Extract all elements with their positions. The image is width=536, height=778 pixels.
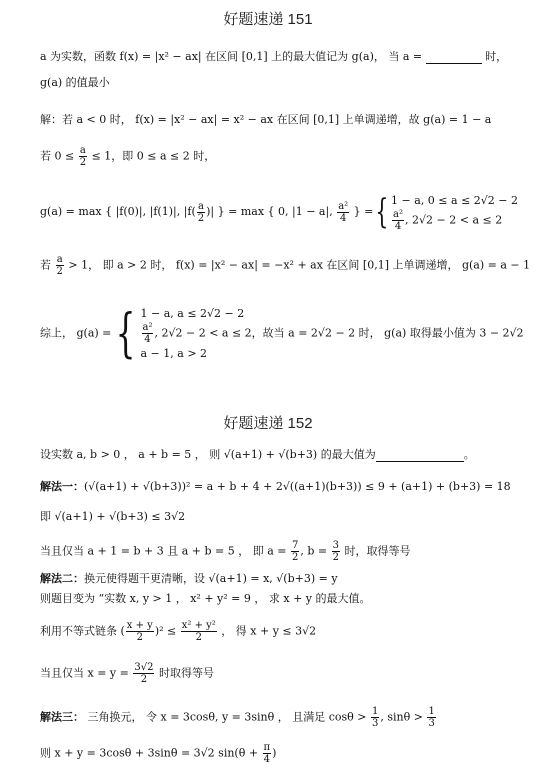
answer-blank [426, 63, 482, 64]
solution-summary [40, 305, 524, 362]
denominator: 2 [292, 552, 299, 563]
text: )² ≤ [154, 624, 180, 638]
fraction [337, 201, 349, 224]
denominator: 4 [263, 754, 271, 765]
left-brace: { [375, 192, 389, 232]
numerator: a [56, 254, 63, 265]
numerator: 1 [428, 706, 435, 717]
question-end: 。 [463, 448, 475, 461]
method-label: 解法一： [40, 480, 84, 493]
numerator: π [263, 742, 271, 753]
fraction [181, 620, 217, 643]
fraction [427, 706, 435, 729]
text: 时，取得等号 [341, 544, 411, 558]
text: 换元使得题干更清晰，设 √(a+1) = x, √(b+3) = y [84, 572, 338, 585]
denominator: 2 [140, 674, 148, 685]
numerator: 3 [332, 540, 339, 551]
numerator: a [197, 200, 204, 212]
text: , b = [300, 544, 331, 558]
text: ， 得 x + y ≤ 3√2 [217, 624, 317, 638]
solution-line-2 [40, 145, 215, 168]
case-2 [141, 322, 252, 345]
text: 综上， g(a) = [40, 326, 112, 340]
method-1-line-1 [40, 480, 511, 494]
piecewise-cases [141, 305, 252, 362]
method-3-line-1 [40, 706, 437, 729]
solution-line-3 [40, 192, 518, 232]
fraction [126, 620, 154, 643]
case-1: 1 − a, a ≤ 2√2 − 2 [140, 307, 245, 320]
denominator: 2 [197, 212, 205, 224]
denominator: 2 [195, 632, 202, 643]
denominator: 3 [428, 718, 435, 729]
method-1-line-2: 即 √(a+1) + √(b+3) ≤ 3√2 [40, 510, 186, 523]
problem-152-title: 好题速递 152 [223, 415, 313, 432]
text: g(a) = max { |f(0)|, |f(1)|, |f( [40, 205, 196, 218]
fraction [392, 209, 404, 232]
numerator: a² [142, 322, 153, 333]
text: ) [272, 746, 277, 760]
method-2-line-3 [40, 620, 316, 643]
text: )| } = max { 0, |1 − a|, [206, 205, 337, 218]
fraction [371, 706, 379, 729]
numerator: x + y [126, 620, 153, 631]
case-1: 1 − a, 0 ≤ a ≤ 2√2 − 2 [391, 194, 518, 207]
text: 若 [40, 258, 55, 272]
denominator: 4 [394, 221, 402, 232]
method-2-line-2: 则题目变为 “实数 x, y > 1 ， x² + y² = 9 ， 求 x + y 的最大值。 [40, 592, 371, 605]
text: ≤ 1，即 0 ≤ a ≤ 2 时， [88, 149, 216, 163]
fraction [197, 201, 205, 224]
method-2-line-1 [40, 572, 338, 586]
denominator: 4 [144, 334, 151, 345]
solution-line-4 [40, 254, 530, 277]
text: 利用不等式链条 ( [40, 624, 125, 638]
denominator: 3 [372, 718, 379, 729]
case-2 [391, 209, 518, 232]
fraction [263, 742, 272, 765]
case-2-text: , 2√2 − 2 < a ≤ 2 [405, 213, 503, 227]
denominator: 2 [332, 552, 339, 563]
method-3-line-2 [40, 742, 276, 765]
numerator: x² + y² [181, 620, 216, 631]
numerator: a² [393, 209, 404, 220]
text: > 1， 即 a > 2 时， f(x) = |x² − ax| = −x² + ax 在区间 [0,1] 上单调递增， g(a) = a − 1 [64, 258, 531, 272]
text: 时取得等号 [155, 666, 214, 680]
case-2-text: , 2√2 − 2 < a ≤ 2 [154, 326, 252, 340]
answer-blank [376, 461, 464, 462]
text: 则 x + y = 3cosθ + 3sinθ = 3√2 sin(θ + [40, 746, 262, 760]
fraction [332, 540, 340, 563]
text: (√(a+1) + √(b+3))² = a + b + 4 + 2√((a+1)(b+3)) ≤ 9 + (a+1) + (b+3) = 18 [84, 480, 511, 493]
case-3: a − 1, a > 2 [140, 347, 208, 360]
denominator: 4 [340, 212, 347, 224]
text: 三角换元， 令 x = 3cosθ, y = 3sinθ ， 且满足 cosθ > [84, 710, 370, 724]
fraction [56, 254, 64, 277]
problem-151-title: 好题速递 151 [223, 11, 313, 28]
numerator: a² [338, 200, 349, 212]
denominator: 2 [79, 157, 87, 168]
method-1-line-3 [40, 540, 411, 563]
text: 若 0 ≤ [40, 149, 78, 163]
numerator: 1 [372, 706, 379, 717]
fraction [133, 662, 154, 685]
fraction [79, 145, 87, 168]
text: 当且仅当 a + 1 = b + 3 且 a + b = 5 ， 即 a = [40, 544, 290, 558]
denominator: 2 [136, 632, 143, 643]
question-text: a 为实数，函数 f(x) = |x² − ax| 在区间 [0,1] 上的最大值记为 g(a)， 当 a = [40, 50, 426, 63]
problem-151-question [40, 50, 507, 64]
solution-line-1: 解：若 a < 0 时， f(x) = |x² − ax| = x² − ax 在区间 [0,1] 上单调递增，故 g(a) = 1 − a [40, 113, 492, 126]
fraction [291, 540, 299, 563]
denominator: 2 [56, 266, 63, 277]
piecewise-cases [391, 192, 518, 232]
numerator: 3√2 [134, 662, 154, 673]
text: , sinθ > [380, 710, 427, 724]
method-label: 解法二： [40, 572, 84, 585]
question-text: 设实数 a, b > 0 ， a + b = 5 ， 则 √(a+1) + √(b+3) 的最大值为 [40, 448, 376, 461]
method-2-line-4 [40, 662, 214, 685]
numerator: 7 [292, 540, 299, 551]
text: ，故当 a = 2√2 − 2 时， g(a) 取得最小值为 3 − 2√2 [251, 326, 524, 340]
left-brace: { [116, 303, 136, 364]
method-label: 解法三： [40, 710, 84, 724]
text: 当且仅当 x = y = [40, 666, 133, 680]
fraction [142, 322, 154, 345]
problem-152-question [40, 448, 475, 462]
problem-151-question-line2: g(a) 的值最小 [40, 76, 110, 89]
numerator: a [79, 145, 86, 156]
text: } = [350, 205, 374, 218]
question-end: 时， [481, 50, 508, 63]
